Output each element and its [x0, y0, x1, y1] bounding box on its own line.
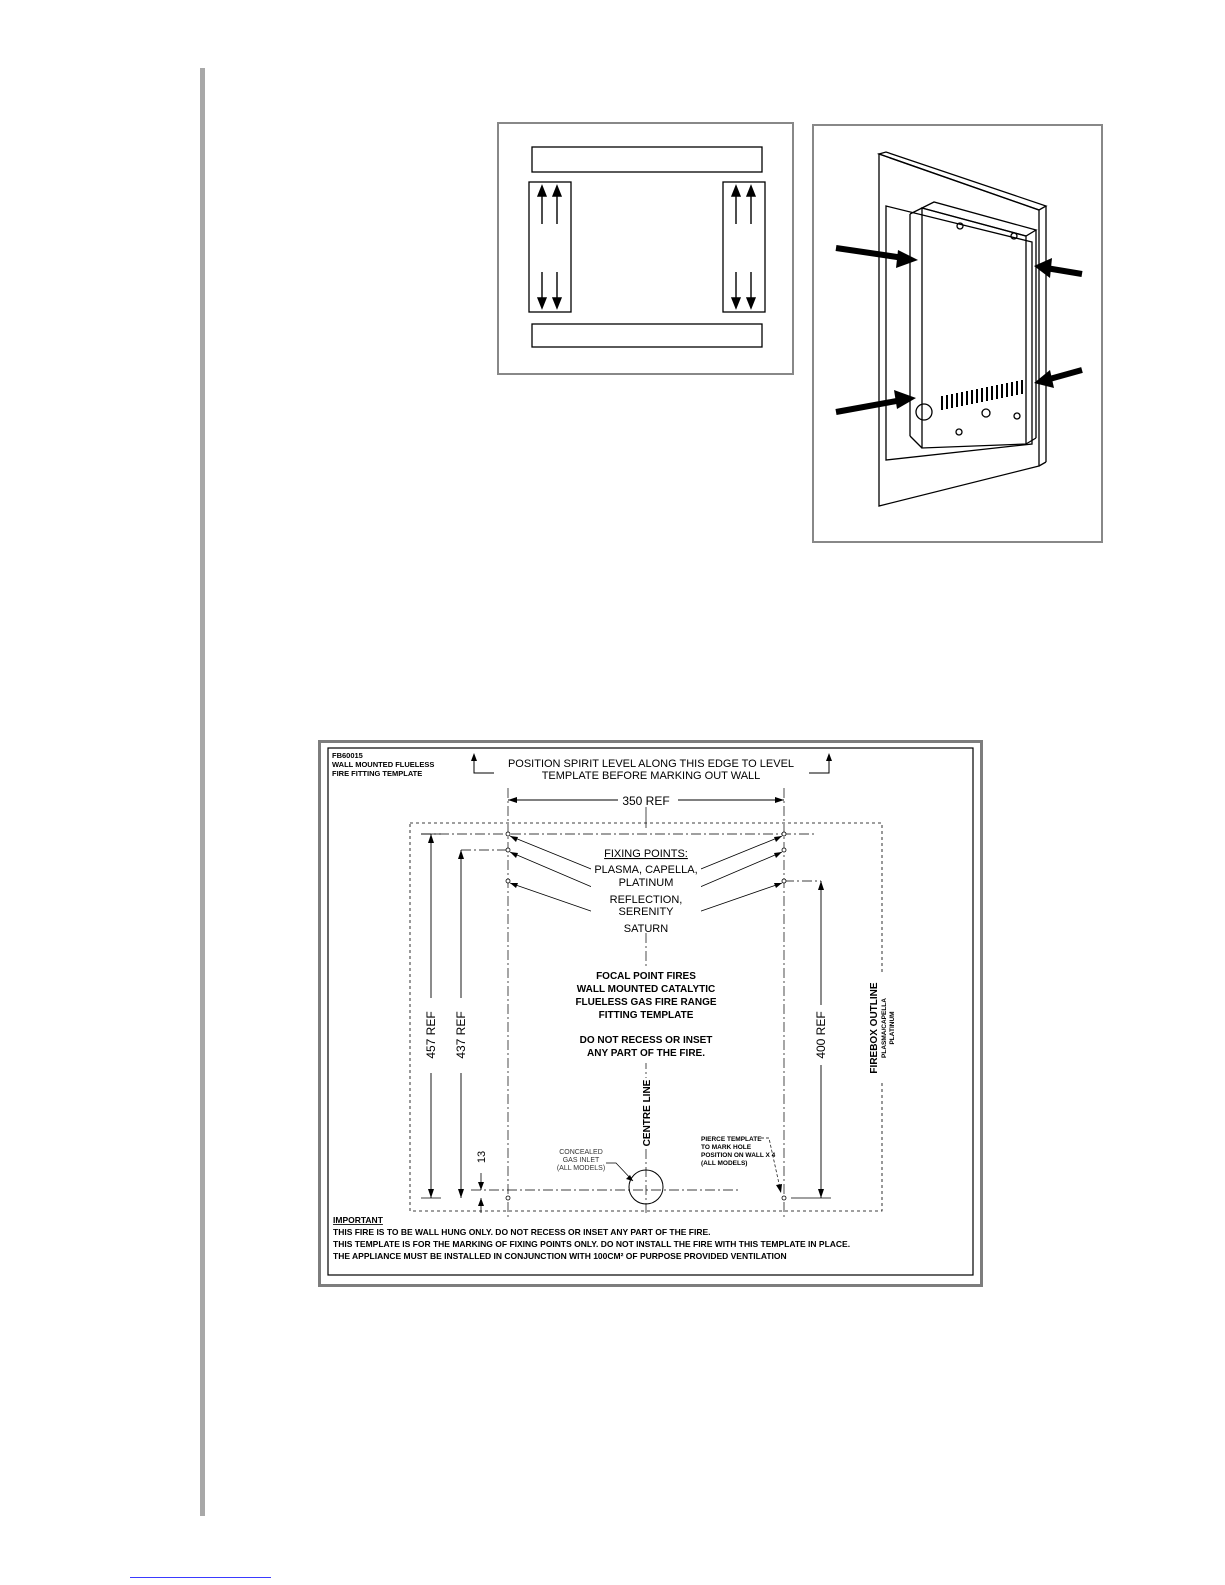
bracket-bottom-rail [532, 324, 762, 347]
firebox-outline-sub1: PLASMA/CAPELLA [881, 998, 888, 1058]
fixing-reflection-line2: SERENITY [618, 906, 674, 918]
dim-13-label: 13 [476, 1150, 488, 1164]
template-header-line1: WALL MOUNTED FLUELESS [332, 760, 435, 769]
fitting-template-figure [318, 740, 983, 1287]
wall-plate-outline [879, 154, 1039, 506]
fixing-saturn: SATURN [623, 923, 669, 935]
pierce-note-line1: PIERCE TEMPLATE [701, 1136, 762, 1143]
important-title: IMPORTANT [333, 1215, 383, 1225]
important-line2: THIS TEMPLATE IS FOR THE MARKING OF FIXING POINTS ONLY. DO NOT INSTALL THE FIRE WITH THIS TEMPLATE IN PLACE. [333, 1239, 851, 1249]
important-line1: THIS FIRE IS TO BE WALL HUNG ONLY. DO NOT RECESS OR INSET ANY PART OF THE FIRE. [333, 1227, 711, 1237]
fire-mounting-figure [812, 124, 1103, 543]
important-line3: THE APPLIANCE MUST BE INSTALLED IN CONJUNCTION WITH 100CM² OF PURPOSE PROVIDED VENTILATION [333, 1251, 787, 1261]
bracket-left-slot [529, 182, 571, 312]
centre-line-label: CENTRE LINE [642, 1079, 653, 1147]
template-ref-code: FB60015 [332, 751, 363, 760]
main-warning-line1: DO NOT RECESS OR INSET [579, 1035, 713, 1046]
wall-bracket-figure [497, 122, 794, 375]
gas-inlet-line2: GAS INLET [562, 1157, 600, 1164]
fixing-plasma-line2: PLATINUM [618, 877, 674, 889]
pierce-note-line3: POSITION ON WALL X 4 [701, 1152, 776, 1159]
spirit-level-line2: TEMPLATE BEFORE MARKING OUT WALL [541, 770, 761, 782]
wall-bracket-drawing [499, 124, 796, 377]
dim-350-label: 350 REF [622, 794, 670, 808]
page-margin-rule [200, 68, 205, 1516]
fire-mounting-drawing [814, 126, 1105, 545]
template-header-line2: FIRE FITTING TEMPLATE [332, 769, 423, 778]
bracket-right-slot [723, 182, 765, 312]
firebox-outline-label: FIREBOX OUTLINE [869, 982, 880, 1074]
gas-inlet-line3: (ALL MODELS) [556, 1165, 606, 1172]
fixing-plasma-line1: PLASMA, CAPELLA, [594, 864, 698, 876]
bracket-top-rail [532, 147, 762, 172]
firebox-outline-sub2: PLATINUM [889, 1011, 896, 1045]
main-title-line1: FOCAL POINT FIRES [596, 971, 696, 982]
bottom-link-underline [130, 1577, 271, 1578]
dim-457-label: 457 REF [424, 1011, 438, 1059]
fire-body [922, 208, 1026, 448]
main-title-line3: FLUELESS GAS FIRE RANGE [575, 997, 717, 1008]
spirit-level-line1: POSITION SPIRIT LEVEL ALONG THIS EDGE TO LEVEL [507, 758, 795, 770]
fitting-template-drawing [321, 743, 980, 1284]
main-warning-line2: ANY PART OF THE FIRE. [587, 1048, 705, 1059]
dim-437-label: 437 REF [454, 1011, 468, 1059]
main-title-line4: FITTING TEMPLATE [598, 1010, 694, 1021]
fixing-points-title: FIXING POINTS: [604, 848, 688, 860]
gas-inlet-line1: CONCEALED [559, 1149, 603, 1156]
fixing-reflection-line1: REFLECTION, [609, 894, 683, 906]
dim-400-label: 400 REF [814, 1011, 828, 1059]
main-title-line2: WALL MOUNTED CATALYTIC [576, 984, 716, 995]
pierce-note-line2: TO MARK HOLE [701, 1144, 752, 1151]
pierce-note-line4: (ALL MODELS) [701, 1160, 748, 1167]
